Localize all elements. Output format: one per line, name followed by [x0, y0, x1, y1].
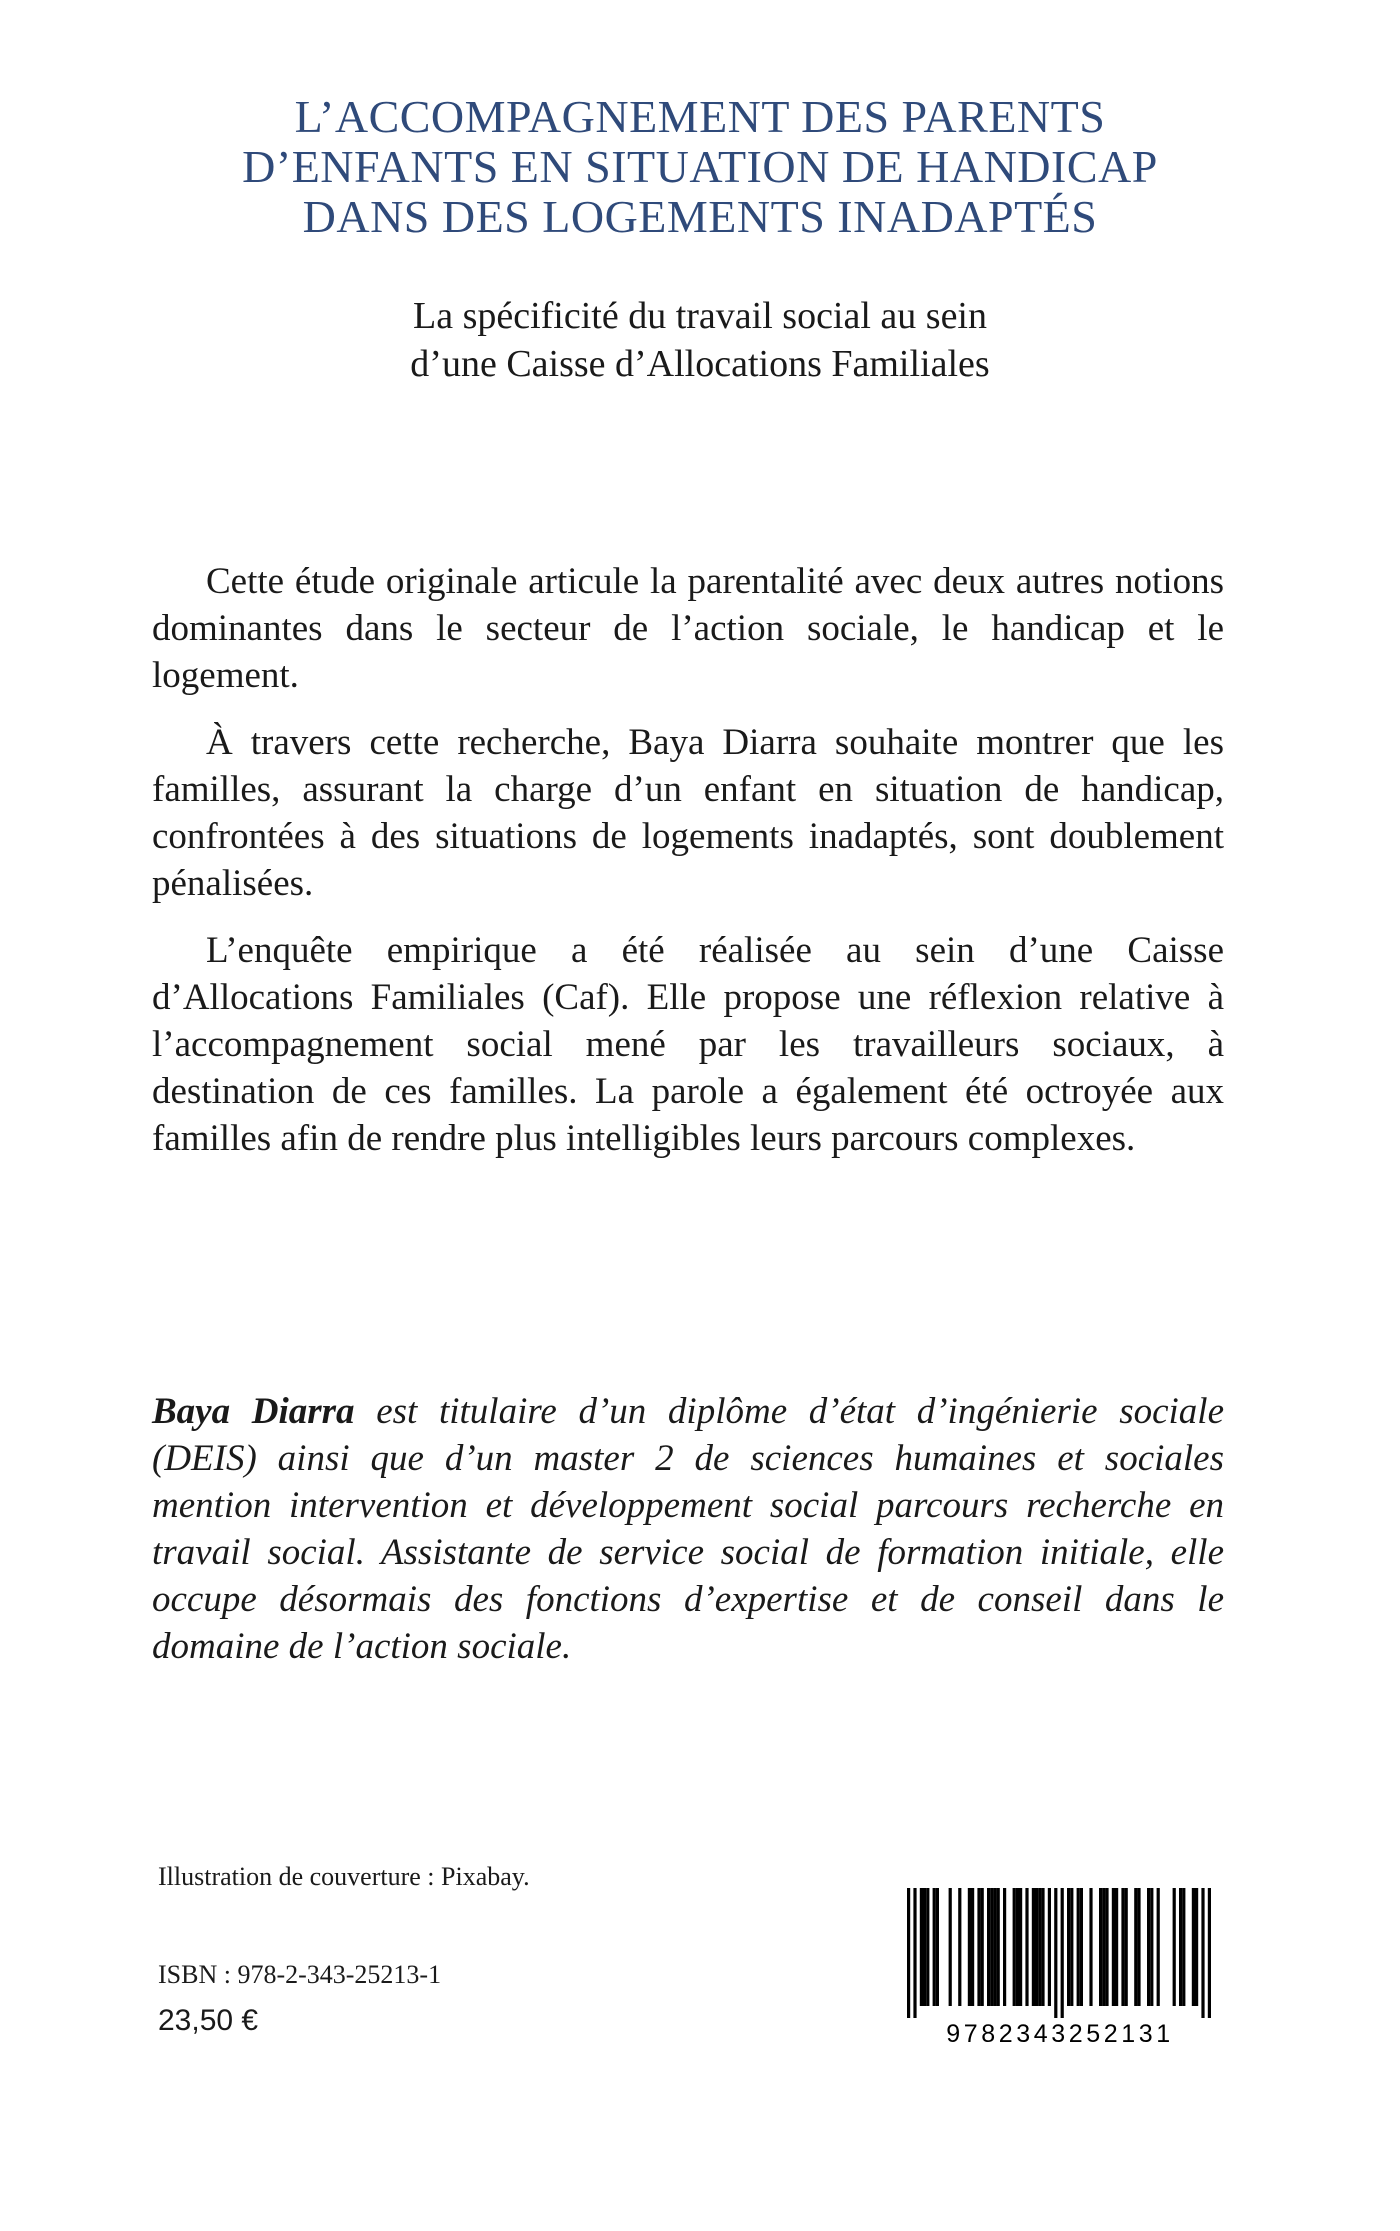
price: 23,50 € [158, 2004, 259, 2037]
barcode-bar [1054, 1888, 1057, 2018]
title-line-2: D’ENFANTS EN SITUATION DE HANDICAP [242, 141, 1158, 192]
barcode-digits: 9782343252131 [946, 2020, 1174, 2046]
isbn: ISBN : 978-2-343-25213-1 [158, 1960, 442, 1989]
barcode-bar [1077, 1888, 1080, 2006]
barcode-bar [1041, 1888, 1044, 2006]
barcode-bar [1019, 1888, 1022, 2006]
barcode-bar [1173, 1888, 1176, 2006]
barcode-bar [933, 1888, 936, 2006]
barcode-bar [1099, 1888, 1102, 2006]
barcode-bar [1061, 1888, 1064, 2018]
barcode-bar [990, 1888, 993, 2006]
author-bio-text: est titulaire d’un diplôme d’état d’ingénierie sociale (DEIS) ainsi que d’un master 2 de sciences humaines et sociales mention intervention et développement social parcours recherche en travail social. Assistante de service social de formation initiale, elle occupe désormais des fonctions d’expertise et de conseil dans le domaine de l’action sociale. [152, 1391, 1225, 1667]
barcode-bar [968, 1888, 971, 2006]
barcode-bar [1105, 1888, 1108, 2006]
barcode-bar [1013, 1888, 1016, 2006]
barcode [885, 1888, 1235, 2046]
barcode-bar [1208, 1888, 1211, 2018]
barcode-bar [1070, 1888, 1073, 2006]
barcode-bar [1150, 1888, 1153, 2006]
barcode-bar [1134, 1888, 1137, 2006]
barcode-bar [1137, 1888, 1140, 2006]
barcode-bar [1032, 1888, 1035, 2006]
barcode-bar [1016, 1888, 1019, 2006]
subtitle-line-2: d’une Caisse d’Allocations Familiales [410, 343, 990, 385]
barcode-bar [1157, 1888, 1160, 2006]
barcode-bar [993, 1888, 996, 2006]
barcode-bar [949, 1888, 952, 2006]
barcode-bar [1192, 1888, 1195, 2006]
barcode-bar [926, 1888, 929, 2006]
barcode-bar [977, 1888, 980, 2006]
barcode-bar [1182, 1888, 1185, 2006]
barcode-bar [987, 1888, 990, 2006]
barcode-bar [1112, 1888, 1115, 2006]
barcode-bar [923, 1888, 926, 2006]
barcode-bar [907, 1888, 910, 2018]
summary-paragraph-2: À travers cette recherche, Baya Diarra souhaite montrer que les familles, assurant la charge d’un enfant en situation de handicap, confrontées à des situations de logements inadaptés, sont doublement pénalisées. [152, 722, 1224, 904]
barcode-bar [1067, 1888, 1070, 2006]
barcode-bar [971, 1888, 974, 2006]
title-line-3: DANS DES LOGEMENTS INADAPTÉS [302, 191, 1098, 242]
book-title [0, 92, 1400, 242]
barcode-bar [1195, 1888, 1198, 2006]
barcode-bar [1121, 1888, 1124, 2006]
summary-paragraph-3: L’enquête empirique a été réalisée au sein d’une Caisse d’Allocations Familiales (Caf). Elle propose une réflexion relative à l’accompagnement social mené par les travailleurs sociaux, à destination de ces familles. La parole a également été octroyée aux familles afin de rendre plus intelligibles leurs parcours complexes. [152, 930, 1224, 1159]
barcode-bar [958, 1888, 961, 2006]
barcode-bar [936, 1888, 939, 2006]
summary-text [152, 558, 1224, 1182]
subtitle-line-1: La spécificité du travail social au sein [413, 295, 987, 337]
barcode-bar [1048, 1888, 1051, 2006]
barcode-bar [997, 1888, 1000, 2006]
barcode-bars [907, 1888, 1211, 2018]
book-subtitle [0, 292, 1400, 388]
cover-credit: Illustration de couverture : Pixabay. [158, 1862, 530, 1891]
barcode-bar [1080, 1888, 1083, 2006]
barcode-bar [1115, 1888, 1118, 2006]
barcode-bar [1089, 1888, 1092, 2006]
barcode-bar [1035, 1888, 1038, 2006]
barcode-bar [1125, 1888, 1128, 2006]
barcode-bar [1025, 1888, 1028, 2006]
author-name: Baya Diarra [152, 1391, 355, 1432]
title-line-1: L’ACCOMPAGNEMENT DES PARENTS [294, 91, 1106, 142]
barcode-bar [1003, 1888, 1006, 2006]
barcode-bar [1201, 1888, 1204, 2018]
barcode-bar [920, 1888, 923, 2006]
barcode-bar [913, 1888, 916, 2018]
barcode-bar [1179, 1888, 1182, 2006]
barcode-bar [981, 1888, 984, 2006]
barcode-bar [1038, 1888, 1041, 2006]
barcode-bar [1147, 1888, 1150, 2006]
summary-paragraph-1: Cette étude originale articule la parentalité avec deux autres notions dominantes dans le secteur de l’action sociale, le handicap et le logement. [152, 561, 1224, 696]
barcode-bar [1102, 1888, 1105, 2006]
author-bio [152, 1388, 1224, 1670]
